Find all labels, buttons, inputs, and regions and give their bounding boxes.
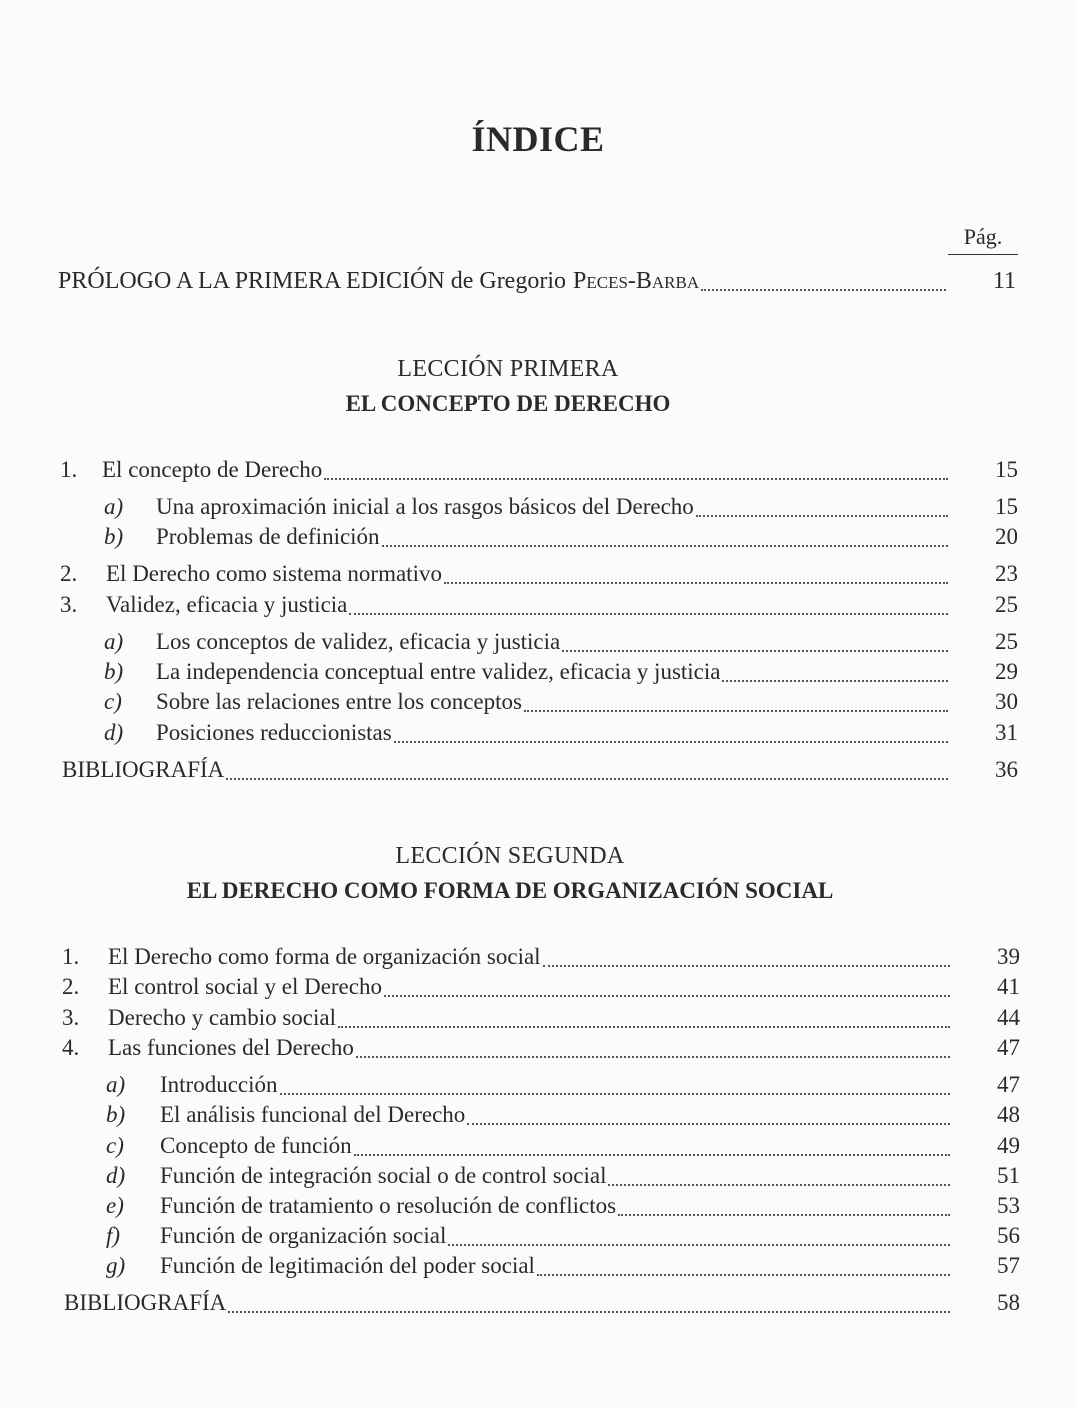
toc-subentry[interactable] [106, 1223, 1020, 1253]
entry-letter: a) [104, 494, 124, 519]
entry-title: Derecho y cambio social [108, 1005, 336, 1030]
entry-title: La independencia conceptual entre validez, eficacia y justicia [156, 659, 721, 684]
dot-leader [524, 710, 948, 712]
page-number: 57 [997, 1253, 1020, 1278]
toc-subentry[interactable] [106, 1163, 1020, 1193]
dot-leader [338, 1026, 950, 1028]
dot-leader [382, 545, 948, 547]
dot-leader [562, 650, 948, 652]
lesson-label: LECCIÓN SEGUNDA [395, 843, 625, 869]
toc-subentry[interactable] [104, 629, 1018, 659]
entry-number: 2. [60, 561, 78, 586]
page-number: 41 [997, 974, 1020, 999]
toc-entry-bibliography[interactable] [62, 757, 1018, 787]
entry-title: Función de tratamiento o resolución de conflictos [160, 1193, 617, 1218]
entry-title: El Derecho como forma de organización social [108, 944, 541, 969]
entry-letter: b) [106, 1102, 126, 1127]
entry-title: Función de organización social [160, 1223, 447, 1248]
toc-subentry[interactable] [104, 659, 1018, 689]
dot-leader [608, 1184, 950, 1186]
dot-leader [356, 1056, 950, 1058]
toc-subentry[interactable] [106, 1253, 1020, 1283]
page-number: 39 [997, 944, 1020, 969]
page-number: 23 [995, 561, 1018, 586]
toc-entry[interactable] [60, 592, 1018, 622]
page-number: 49 [997, 1133, 1020, 1158]
entry-letter: g) [106, 1253, 126, 1278]
entry-title: El control social y el Derecho [108, 974, 382, 999]
page-column-header: Pág. [948, 224, 1018, 255]
entry-number: 1. [62, 944, 80, 969]
entry-title: Validez, eficacia y justicia [106, 592, 348, 617]
page-number: 29 [995, 659, 1018, 684]
page-title: ÍNDICE [471, 119, 605, 159]
page-number: 25 [995, 592, 1018, 617]
entry-letter: c) [104, 689, 122, 714]
lesson-label: LECCIÓN PRIMERA [397, 356, 619, 382]
dot-leader [537, 1274, 950, 1276]
toc-entry[interactable] [62, 944, 1020, 974]
dot-leader [349, 613, 948, 615]
page-number: 30 [995, 689, 1018, 714]
page-number: 25 [995, 629, 1018, 654]
page-number: 53 [997, 1193, 1020, 1218]
toc-entry[interactable] [62, 974, 1020, 1004]
dot-leader [394, 741, 948, 743]
entry-number: 4. [62, 1035, 80, 1060]
entry-title: Posiciones reduccionistas [156, 720, 392, 745]
page-number: 15 [995, 457, 1018, 482]
toc-entry[interactable] [62, 1035, 1020, 1065]
toc-entry-bibliography[interactable] [64, 1290, 1020, 1320]
dot-leader [543, 965, 950, 967]
entry-title: Las funciones del Derecho [108, 1035, 354, 1060]
lesson-2-heading [0, 843, 1076, 904]
entry-letter: f) [106, 1223, 121, 1248]
entry-letter: a) [104, 629, 124, 654]
entry-title: Una aproximación inicial a los rasgos básicos del Derecho [156, 494, 694, 519]
toc-subentry[interactable] [106, 1102, 1020, 1132]
entry-number: 3. [62, 1005, 80, 1030]
dot-leader [324, 478, 948, 480]
toc-entry[interactable] [60, 457, 1018, 487]
prologue-author: Peces-Barba [573, 268, 700, 294]
entry-title: El concepto de Derecho [102, 457, 323, 482]
dot-leader [618, 1214, 950, 1216]
dot-leader [448, 1244, 950, 1246]
toc-subentry[interactable] [104, 524, 1018, 554]
entry-title: Los conceptos de validez, eficacia y justicia [156, 629, 561, 654]
toc-subentry[interactable] [106, 1133, 1020, 1163]
toc-subentry[interactable] [104, 494, 1018, 524]
entry-letter: d) [106, 1163, 126, 1188]
toc-entry-prologue[interactable] [58, 268, 1016, 298]
toc-subentry[interactable] [106, 1193, 1020, 1223]
prologue-label: PRÓLOGO A LA PRIMERA EDICIÓN de Gregorio [58, 268, 566, 294]
dot-leader [280, 1093, 950, 1095]
dot-leader [226, 778, 948, 780]
toc-entry[interactable] [62, 1005, 1020, 1035]
toc-subentry[interactable] [104, 689, 1018, 719]
entry-letter: d) [104, 720, 124, 745]
entry-letter: b) [104, 659, 124, 684]
dot-leader [696, 515, 948, 517]
entry-letter: c) [106, 1133, 124, 1158]
page-number: 58 [997, 1290, 1020, 1315]
page-number: 20 [995, 524, 1018, 549]
page-number: 47 [997, 1035, 1020, 1060]
dot-leader [228, 1311, 950, 1313]
page-number: 48 [997, 1102, 1020, 1127]
entry-number: 2. [62, 974, 80, 999]
page-number: 11 [992, 268, 1016, 294]
entry-title: Problemas de definición [156, 524, 380, 549]
dot-leader [384, 995, 950, 997]
toc-subentry[interactable] [106, 1072, 1020, 1102]
page-number: 56 [997, 1223, 1020, 1248]
dot-leader [444, 582, 948, 584]
dot-leader [701, 289, 946, 291]
page-number: 51 [997, 1163, 1020, 1188]
entry-title: Función de integración social o de control social [160, 1163, 607, 1188]
entry-title: BIBLIOGRAFÍA [64, 1290, 227, 1315]
lesson-title: EL CONCEPTO DE DERECHO [345, 391, 671, 416]
entry-number: 1. [60, 457, 78, 482]
page-number: 44 [997, 1005, 1020, 1030]
entry-title: Función de legitimación del poder social [160, 1253, 535, 1278]
page-number: 31 [995, 720, 1018, 745]
entry-letter: a) [106, 1072, 126, 1097]
dot-leader [467, 1123, 950, 1125]
dot-leader [354, 1154, 950, 1156]
entry-title: El Derecho como sistema normativo [106, 561, 442, 586]
entry-title: Concepto de función [160, 1133, 352, 1158]
page-number: 36 [995, 757, 1018, 782]
entry-number: 3. [60, 592, 78, 617]
entry-title: Sobre las relaciones entre los conceptos [156, 689, 522, 714]
entry-letter: e) [106, 1193, 124, 1218]
toc-entry[interactable] [60, 561, 1018, 591]
entry-letter: b) [104, 524, 124, 549]
entry-title: El análisis funcional del Derecho [160, 1102, 466, 1127]
lesson-title: EL DERECHO COMO FORMA DE ORGANIZACIÓN SOCIAL [186, 878, 834, 903]
page-number: 47 [997, 1072, 1020, 1097]
lesson-1-heading [0, 356, 1076, 417]
entry-title: BIBLIOGRAFÍA [62, 757, 225, 782]
dot-leader [722, 680, 948, 682]
toc-subentry[interactable] [104, 720, 1018, 750]
page-number: 15 [995, 494, 1018, 519]
entry-title: Introducción [160, 1072, 278, 1097]
